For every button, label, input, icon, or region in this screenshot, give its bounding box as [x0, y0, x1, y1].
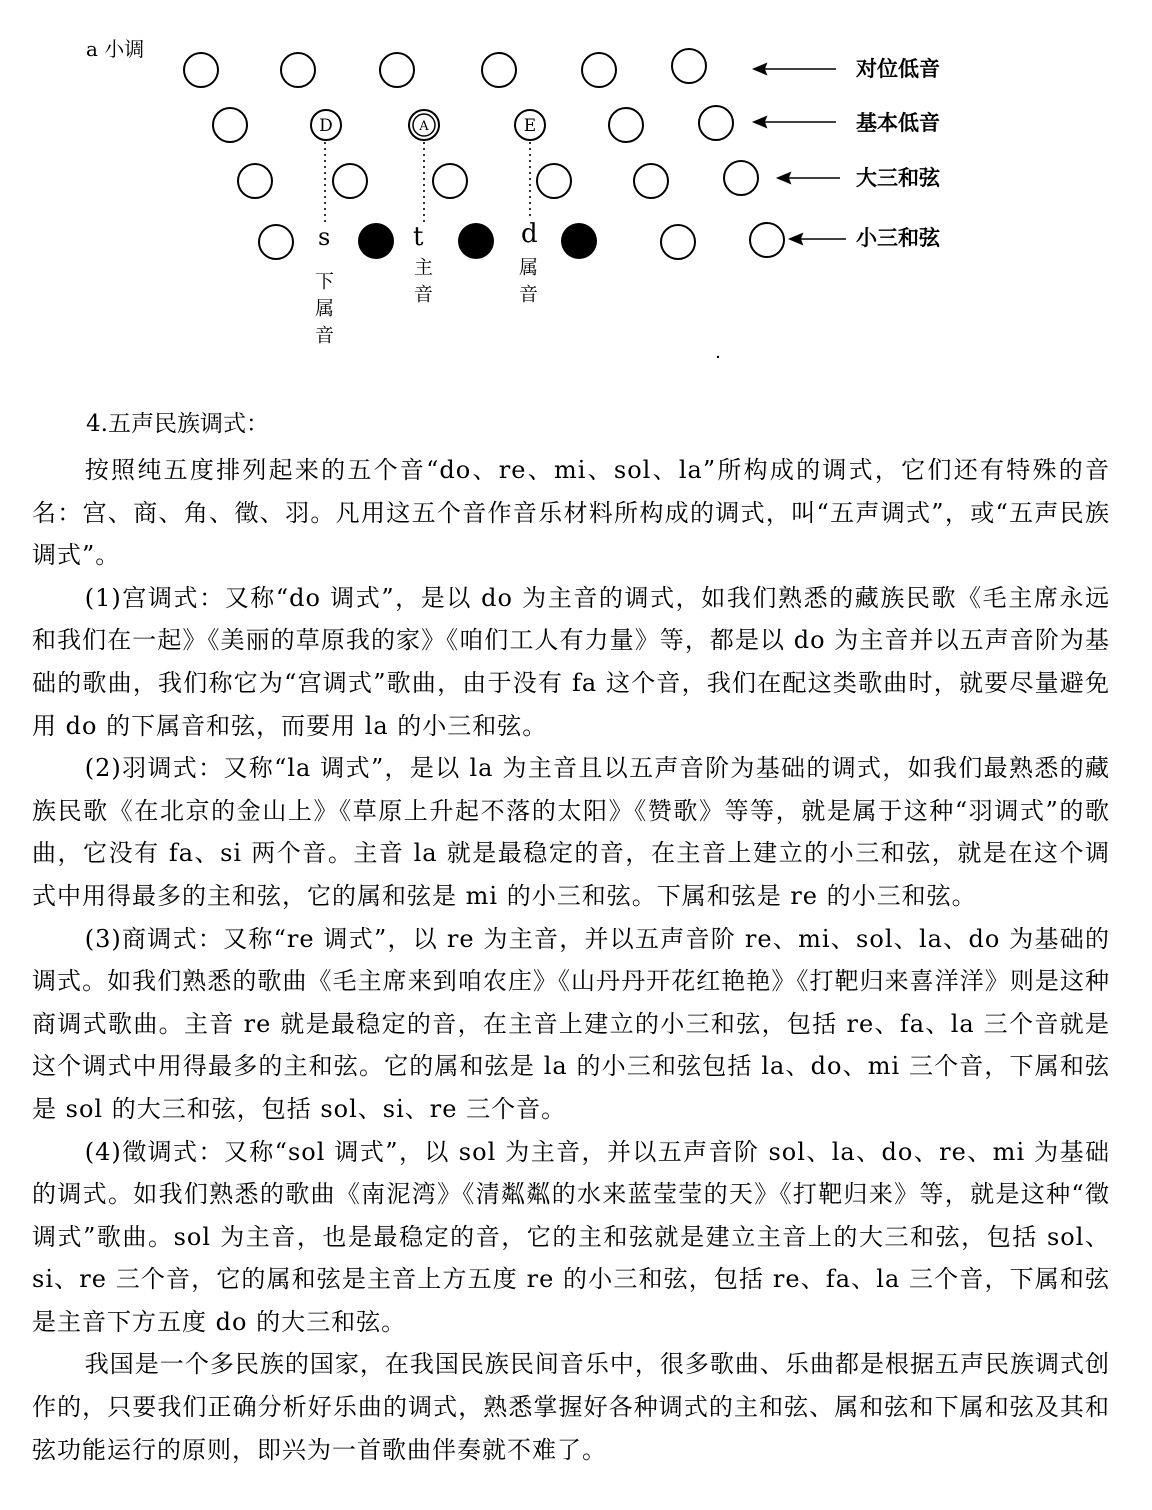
circle-letter-d: D — [319, 116, 333, 136]
paragraph-gong-mode: (1)宫调式：又称“do 调式”，是以 do 为主音的调式，如我们熟悉的藏族民歌《毛主席永远和我们在一起》《美丽的草原我的家》《咱们工人有力量》等，都是以 do 为主音并以五声音阶为基础的歌曲，我们称它为“宫调式”歌曲，由于没有 fa 这个音，我们在配这类歌曲时，就要尽量避免用 do 的下属音和弦，而要用 la 的小三和弦。 — [32, 583, 1110, 740]
filled-minor-chord-circle — [458, 223, 494, 259]
label-minor-triad: 小三和弦 — [856, 225, 940, 250]
paragraph-intro: 按照纯五度排列起来的五个音“do、re、mi、sol、la”所构成的调式，它们还有特殊的音名：宫、商、角、徵、羽。凡用这五个音作音乐材料所构成的调式，叫“五声调式”，或“五声民族调式”。 — [32, 456, 1110, 570]
stray-dot — [717, 356, 719, 358]
function-name-tonic: 主音 — [411, 257, 433, 311]
paragraph-conclusion: 我国是一个多民族的国家，在我国民族民间音乐中，很多歌曲、乐曲都是根据五声民族调式创作的，只要我们正确分析好乐曲的调式，熟悉掌握好各种调式的主和弦、属和弦和下属和弦及其和弦功能运行的原则，即兴为一首歌曲伴奏就不难了。 — [32, 1350, 1110, 1464]
dotted-connectors — [325, 142, 530, 224]
paragraph-shang-mode: (3)商调式：又称“re 调式”，以 re 为主音，并以五声音阶 re、mi、sol、la、do 为基础的调式。如我们熟悉的歌曲《毛主席来到咱农庄》《山丹丹开花红艳艳》《打靶归来喜洋洋》则是这种商调式歌曲。主音 re 就是最稳定的音，在主音上建立的小三和弦，包括 re、fa、la 三个音就是这个调式中用得最多的主和弦。它的属和弦是 la 的小三和弦包括 la、do、mi 三个音，下属和弦是 sol 的大三和弦，包括 sol、si、re 三个音。 — [32, 924, 1110, 1123]
row-counterpoint-bass — [184, 49, 706, 87]
row-basic-bass — [213, 106, 733, 142]
paragraph-zhi-mode: (4)徵调式：又称“sol 调式”，以 sol 为主音，并以五声音阶 sol、la、do、re、mi 为基础的调式。如我们熟悉的歌曲《南泥湾》《清粼粼的水来蓝莹莹的天》《打靶归来》等，就是这种“徵调式”歌曲。sol 为主音，也是最稳定的音，它的主和弦就是建立主音上的大三和弦，包括 sol、si、re 三个音，它的属和弦是主音上方五度 re 的小三和弦，包括 re、fa、la 三个音，下属和弦是主音下方五度 do 的大三和弦。 — [32, 1137, 1110, 1336]
function-letter-s: s — [318, 223, 331, 251]
paragraph-yu-mode: (2)羽调式：又称“la 调式”，是以 la 为主音且以五声音阶为基础的调式，如我们最熟悉的藏族民歌《在北京的金山上》《草原上升起不落的太阳》《赞歌》等等，就是属于这种“羽调式”的歌曲，它没有 fa、si 两个音。主音 la 就是最稳定的音，在主音上建立的小三和弦，就是在这个调式中用得最多的主和弦，它的属和弦是 mi 的小三和弦。下属和弦是 re 的小三和弦。 — [32, 754, 1110, 910]
a-minor-function-diagram — [0, 0, 1152, 380]
filled-minor-chord-circle — [358, 223, 394, 259]
section-heading: 4.五声民族调式： — [86, 411, 269, 437]
circle-letter-a: A — [419, 119, 429, 134]
circle-letter-e: E — [523, 116, 537, 136]
function-name-dominant: 属音 — [516, 257, 538, 311]
diagram-title: a 小调 — [86, 37, 145, 61]
function-letter-t: t — [413, 222, 424, 252]
label-major-triad: 大三和弦 — [856, 165, 940, 190]
function-name-subdominant: 下属音 — [312, 271, 334, 352]
label-basic-bass: 基本低音 — [856, 110, 940, 135]
label-counterpoint-bass: 对位低音 — [856, 56, 940, 81]
row-major-triads — [238, 161, 758, 198]
function-letter-d: d — [521, 219, 538, 249]
row-arrows — [754, 64, 846, 244]
body-text — [32, 405, 1110, 1471]
filled-minor-chord-circle — [561, 223, 597, 259]
